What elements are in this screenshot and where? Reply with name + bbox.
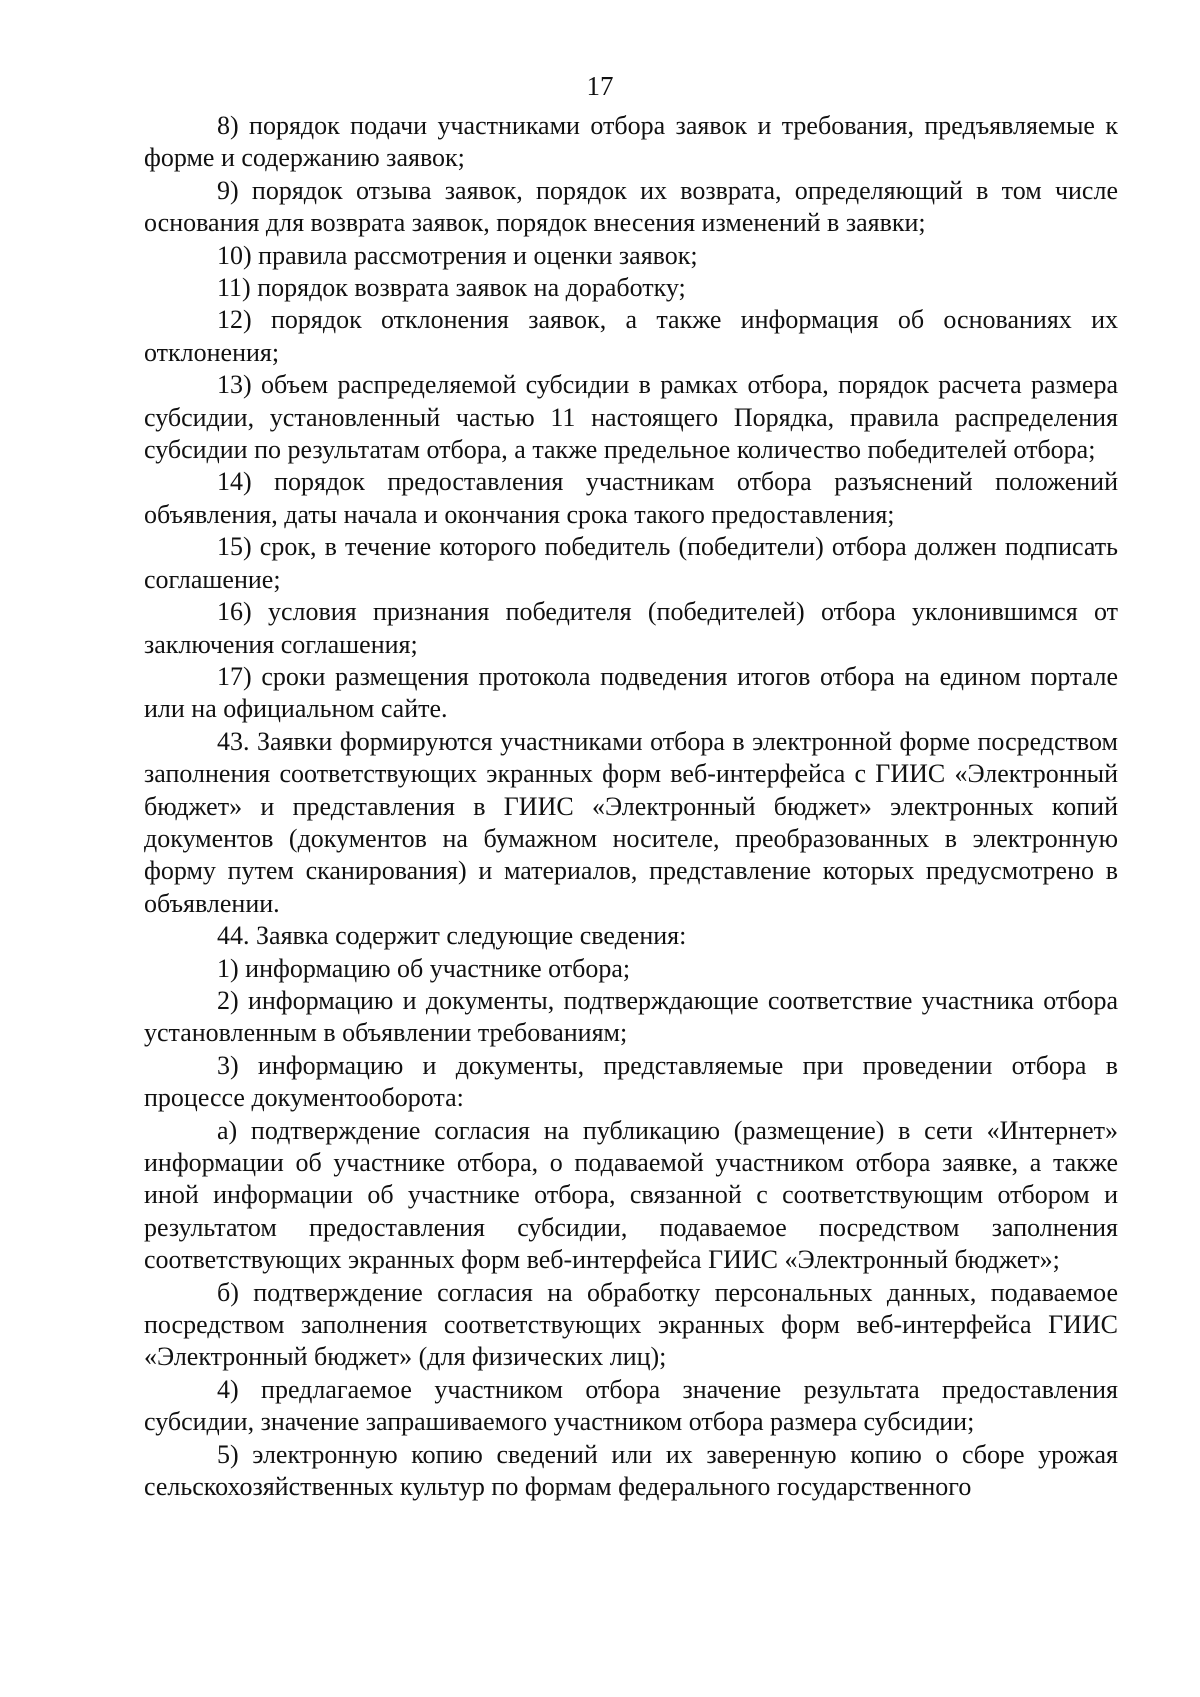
paragraph-item-8: 8) порядок подачи участниками отбора заявок и требования, предъявляемые к форме и содержанию заявок; [144, 111, 1118, 173]
paragraph-section-44: 44. Заявка содержит следующие сведения: [217, 921, 687, 951]
page-number: 17 [586, 71, 614, 101]
paragraph-subitem-5: 5) электронную копию сведений или их заверенную копию о сборе урожая сельскохозяйственных культур по формам федерального государственного [144, 1439, 1118, 1502]
document-body [144, 110, 1118, 1503]
paragraph-section-43: 43. Заявки формируются участниками отбора в электронной форме посредством заполнения соответствующих экранных форм веб-интерфейса с ГИИС «Электронный бюджет» и представления в ГИИС «Электронный бюджет» электронных копий документов (документов на бумажном носителе, преобразованных в электронную форму путем сканирования) и материалов, представление которых предусмотрено в объявлении. [144, 726, 1118, 918]
paragraph-item-14: 14) порядок предоставления участникам отбора разъяснений положений объявления, даты начала и окончания срока такого предоставления; [144, 467, 1118, 529]
paragraph-item-17: 17) сроки размещения протокола подведения итогов отбора на едином портале или на официальном сайте. [144, 661, 1118, 724]
paragraph-item-16: 16) условия признания победителя (победителей) отбора уклонившимся от заключения соглашения; [144, 597, 1118, 659]
paragraph-item-10: 10) правила рассмотрения и оценки заявок; [217, 240, 698, 270]
paragraph-item-13: 13) объем распределяемой субсидии в рамках отбора, порядок расчета размера субсидии, установленный частью 11 настоящего Порядка, правила распределения субсидии по результатам отбора, а также предельное количество победителей отбора; [144, 370, 1118, 465]
paragraph-subitem-3: 3) информацию и документы, представляемые при проведении отбора в процессе документооборота: [144, 1050, 1118, 1113]
paragraph-subitem-a: а) подтверждение согласия на публикацию (размещение) в сети «Интернет» информации об участнике отбора, о подаваемой участником отбора заявке, а также иной информации об участнике отбора, связанной с соответствующим отбором и результатом предоставления субсидии, подаваемое посредством заполнения соответствующих экранных форм веб-интерфейса ГИИС «Электронный бюджет»; [144, 1115, 1118, 1275]
paragraph-subitem-1: 1) информацию об участнике отбора; [217, 953, 631, 983]
paragraph-item-12: 12) порядок отклонения заявок, а также информация об основаниях их отклонения; [144, 305, 1118, 367]
paragraph-subitem-b: б) подтверждение согласия на обработку персональных данных, подаваемое посредством заполнения соответствующих экранных форм веб-интерфейса ГИИС «Электронный бюджет» (для физических лиц); [144, 1277, 1118, 1372]
paragraph-item-11: 11) порядок возврата заявок на доработку; [217, 273, 686, 303]
paragraph-subitem-2: 2) информацию и документы, подтверждающие соответствие участника отбора установленным в объявлении требованиям; [144, 985, 1118, 1048]
paragraph-subitem-4: 4) предлагаемое участником отбора значение результата предоставления субсидии, значение запрашиваемого участником отбора размера субсидии; [144, 1374, 1118, 1437]
paragraph-item-9: 9) порядок отзыва заявок, порядок их возврата, определяющий в том числе основания для возврата заявок, порядок внесения изменений в заявки; [144, 175, 1118, 238]
paragraph-item-15: 15) срок, в течение которого победитель (победители) отбора должен подписать соглашение; [144, 532, 1118, 594]
